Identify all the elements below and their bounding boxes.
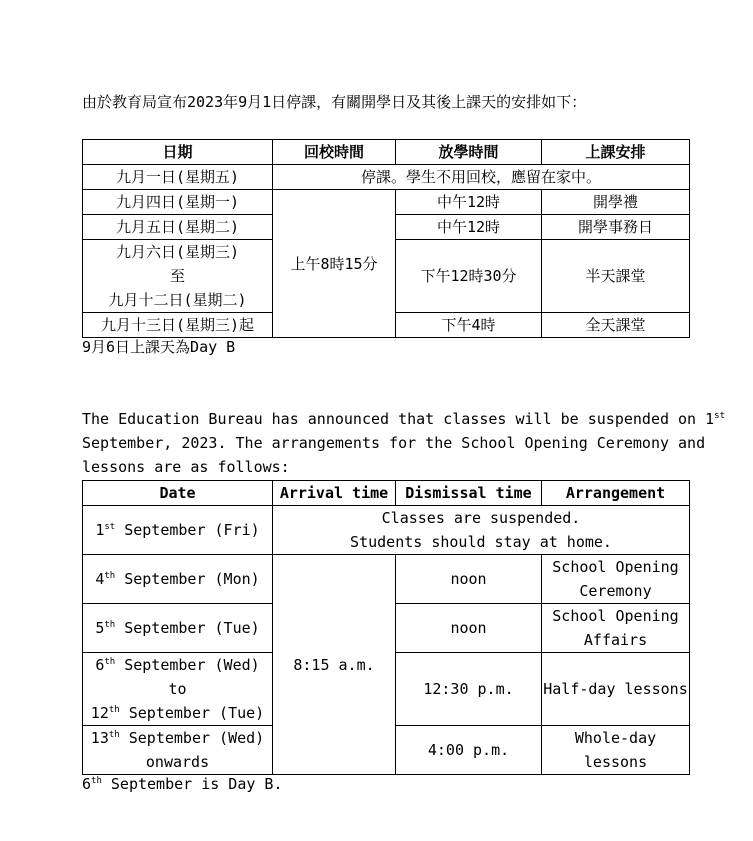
en-row4-line3-num: 12 — [90, 704, 109, 722]
zh-intro: 由於教育局宣布2023年9月1日停課，有關開學日及其後上課天的安排如下： — [82, 93, 587, 111]
en-row5-date-line2: onwards — [145, 753, 210, 771]
zh-header-date: 日期 — [83, 140, 273, 165]
en-row3-date-sup: th — [104, 620, 116, 630]
en-header-dismissal: Dismissal time — [396, 481, 542, 506]
en-row3-date-num: 5 — [95, 619, 105, 637]
en-row2-arrangement-line1: School Opening — [552, 558, 679, 576]
en-row1-suspension-note — [273, 506, 690, 555]
en-note-rest: September is Day B. — [101, 775, 283, 793]
en-row1-date-num: 1 — [95, 521, 105, 539]
en-row1-note-line2: Students should stay at home. — [350, 533, 612, 551]
en-row4-arrangement: Half-day lessons — [542, 653, 690, 726]
en-row4-line3-sup: th — [108, 705, 120, 715]
en-row3-date-rest: September (Tue) — [115, 619, 260, 637]
en-row4-line1-rest: September (Wed) — [115, 656, 260, 674]
zh-header-arrival: 回校時間 — [273, 140, 396, 165]
en-row2-arrangement — [542, 555, 690, 604]
zh-row3-date: 九月五日(星期二) — [83, 215, 273, 240]
zh-schedule-table — [82, 139, 690, 338]
en-row5-line1-sup: th — [108, 730, 120, 740]
en-header-arrival: Arrival time — [273, 481, 396, 506]
en-row4-date-line1 — [83, 653, 272, 677]
en-header-arrangement: Arrangement — [542, 481, 690, 506]
en-note — [82, 772, 283, 796]
en-schedule-table — [82, 480, 690, 775]
zh-row4-date-line3: 九月十二日(星期二) — [108, 291, 247, 309]
en-row2-date-sup: th — [104, 571, 116, 581]
en-note-sup: th — [91, 776, 102, 786]
en-row2-date-rest: September (Mon) — [115, 570, 260, 588]
en-row2-date-num: 4 — [95, 570, 105, 588]
zh-row4-dismissal: 下午12時30分 — [396, 240, 542, 313]
zh-row4-date-line2: 至 — [169, 267, 185, 285]
en-row4-date — [83, 653, 273, 726]
zh-header-dismissal: 放學時間 — [396, 140, 542, 165]
en-row2-date — [83, 555, 273, 604]
zh-row4-date-line1: 九月六日(星期三) — [115, 243, 240, 261]
en-row4-date-line2: to — [168, 680, 187, 698]
zh-row1-date: 九月一日(星期五) — [83, 165, 273, 190]
zh-arrival-time: 上午8時15分 — [273, 190, 396, 338]
en-intro-line3: lessons are as follows: — [82, 458, 290, 476]
en-row4-dismissal: 12:30 p.m. — [396, 653, 542, 726]
zh-row5-arrangement: 全天課堂 — [542, 313, 690, 338]
en-row5-line1-num: 13 — [90, 729, 109, 747]
zh-row5-dismissal: 下午4時 — [396, 313, 542, 338]
en-row1-date-rest: September (Fri) — [115, 521, 260, 539]
en-row4-line3-rest: September (Tue) — [119, 704, 265, 722]
en-row5-line1-rest: September (Wed) — [119, 729, 265, 747]
en-row5-date-line1 — [83, 726, 272, 750]
en-row3-arrangement — [542, 604, 690, 653]
en-row1-date-sup: st — [104, 522, 116, 532]
zh-row2-date: 九月四日(星期一) — [83, 190, 273, 215]
zh-note: 9月6日上課天為Day B — [82, 338, 236, 356]
en-row1-date — [83, 506, 273, 555]
zh-row2-dismissal: 中午12時 — [396, 190, 542, 215]
en-row5-arrangement-line1: Whole-day — [574, 729, 657, 747]
zh-row3-dismissal: 中午12時 — [396, 215, 542, 240]
zh-row2-arrangement: 開學禮 — [542, 190, 690, 215]
en-intro-line1-sup: st — [714, 411, 725, 421]
en-header-date: Date — [83, 481, 273, 506]
en-row3-dismissal: noon — [396, 604, 542, 653]
zh-row4-date — [83, 240, 273, 313]
en-row3-date — [83, 604, 273, 653]
en-header-row — [83, 481, 690, 506]
en-intro-line1-text: The Education Bureau has announced that classes will be suspended on 1 — [82, 410, 715, 428]
zh-row1-suspension-note: 停課。學生不用回校，應留在家中。 — [273, 165, 690, 190]
zh-row5-date: 九月十三日(星期三)起 — [83, 313, 273, 338]
table-row — [83, 165, 690, 190]
en-row4-line1-sup: th — [104, 657, 116, 667]
en-row4-line1-num: 6 — [95, 656, 105, 674]
en-row5-dismissal: 4:00 p.m. — [396, 726, 542, 775]
en-row2-dismissal: noon — [396, 555, 542, 604]
en-row4-date-line3 — [83, 701, 272, 725]
zh-row3-arrangement: 開學事務日 — [542, 215, 690, 240]
table-row — [83, 190, 690, 215]
zh-row4-arrangement: 半天課堂 — [542, 240, 690, 313]
zh-header-arrangement: 上課安排 — [542, 140, 690, 165]
en-arrival-time: 8:15 a.m. — [273, 555, 396, 775]
table-row — [83, 506, 690, 555]
en-row3-arrangement-line1: School Opening — [552, 607, 679, 625]
en-row3-arrangement-line2: Affairs — [583, 631, 648, 649]
en-note-num: 6 — [82, 775, 92, 793]
en-row2-arrangement-line2: Ceremony — [579, 582, 652, 600]
en-row5-arrangement — [542, 726, 690, 775]
zh-header-row — [83, 140, 690, 165]
en-row5-date — [83, 726, 273, 775]
en-intro-line2: September, 2023. The arrangements for the School Opening Ceremony and — [82, 434, 706, 452]
table-row — [83, 555, 690, 604]
en-intro-line1 — [82, 407, 725, 431]
en-row5-arrangement-line2: lessons — [583, 753, 648, 771]
en-row1-note-line1: Classes are suspended. — [381, 509, 581, 527]
en-intro — [82, 407, 725, 479]
